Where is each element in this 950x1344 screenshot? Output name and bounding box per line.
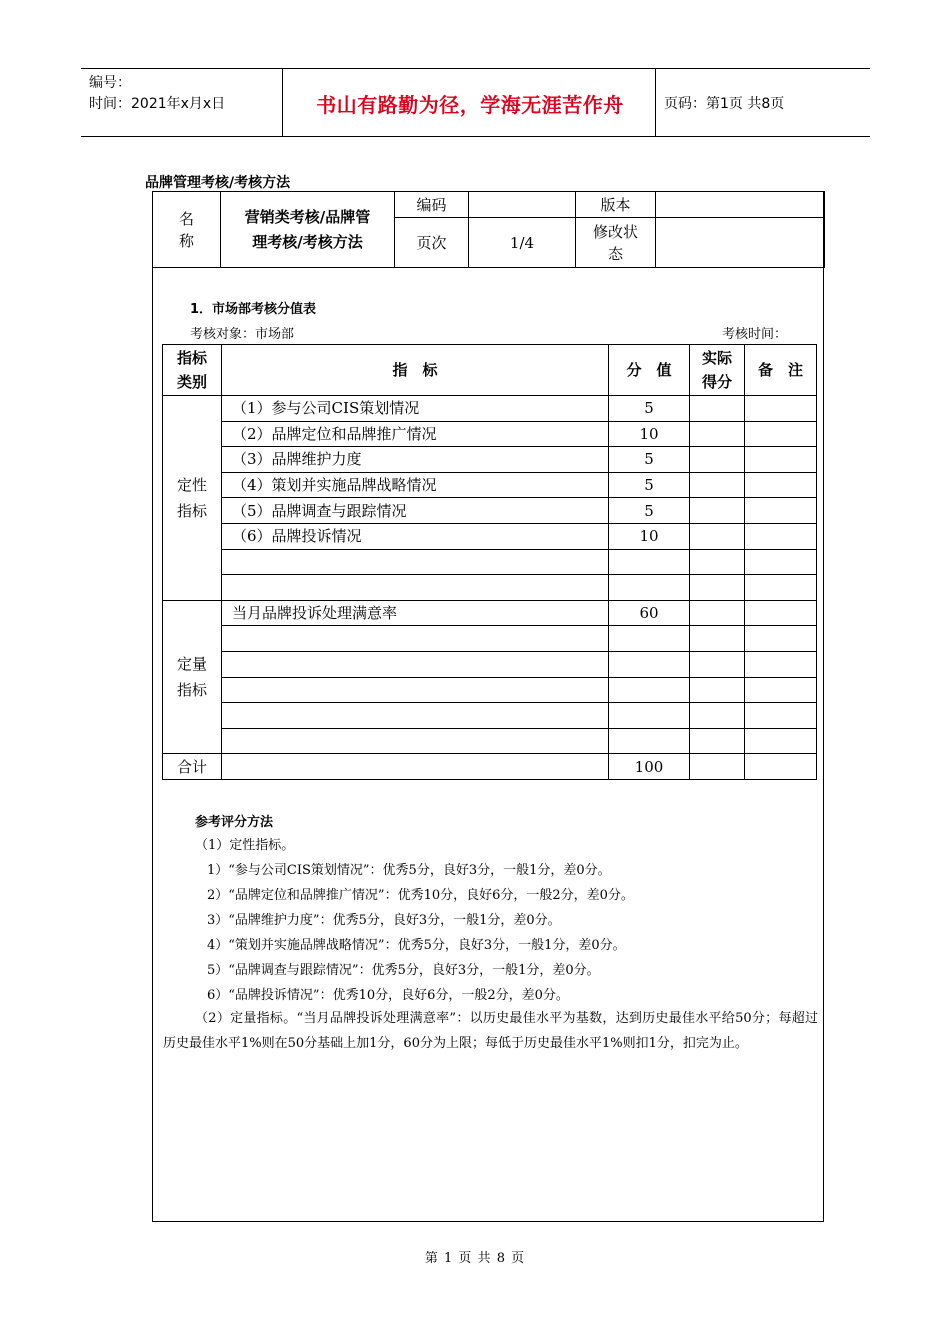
header-score: 分 值 — [609, 345, 690, 396]
name-value-line-2: 理考核/考核方法 — [252, 232, 363, 251]
indicator-cell: （5）品牌调查与跟踪情况 — [222, 498, 609, 524]
header-remark: 备 注 — [745, 345, 817, 396]
score-cell: 5 — [609, 447, 690, 473]
indicator-cell — [222, 549, 609, 575]
indicator-cell — [222, 626, 609, 652]
code-label: 编码 — [395, 192, 469, 218]
criteria-item: 4）“策划并实施品牌战略情况”：优秀5分，良好3分，一般1分，差0分。 — [207, 938, 626, 953]
quantitative-category — [163, 600, 222, 754]
actual-score-cell[interactable] — [690, 703, 745, 729]
info-table — [152, 191, 825, 268]
total-label: 合计 — [163, 754, 222, 780]
score-cell — [609, 651, 690, 677]
header-category-line-1: 指标 — [176, 349, 207, 367]
qualitative-heading: （1）定性指标。 — [195, 838, 295, 853]
table-row — [163, 523, 817, 549]
score-cell: 10 — [609, 421, 690, 447]
header-meta — [89, 73, 225, 115]
method-title: 参考评分方法 — [195, 815, 274, 830]
remark-cell[interactable] — [745, 421, 817, 447]
page-label: 页次 — [395, 218, 469, 268]
version-value — [656, 192, 825, 218]
score-cell: 5 — [609, 472, 690, 498]
quantitative-category-line-2: 指标 — [176, 681, 207, 700]
indicator-cell: （2）品牌定位和品牌推广情况 — [222, 421, 609, 447]
indicator-cell — [222, 575, 609, 601]
actual-score-cell[interactable] — [690, 728, 745, 754]
table-row — [163, 728, 817, 754]
quantitative-rows — [163, 600, 817, 754]
header-category-line-2: 类别 — [176, 373, 207, 391]
name-label — [153, 192, 221, 268]
score-cell — [609, 549, 690, 575]
page-footer: 第 1 页 共 8 页 — [424, 1251, 526, 1266]
table-row — [163, 575, 817, 601]
actual-score-cell[interactable] — [690, 600, 745, 626]
quantitative-category-line-1: 定量 — [176, 655, 207, 674]
indicator-cell — [222, 703, 609, 729]
criteria-item: 2）“品牌定位和品牌推广情况”：优秀10分，良好6分，一般2分，差0分。 — [207, 888, 634, 903]
table-row — [163, 421, 817, 447]
actual-score-cell[interactable] — [690, 575, 745, 601]
remark-cell[interactable] — [745, 600, 817, 626]
remark-cell[interactable] — [745, 523, 817, 549]
assessment-time: 考核时间： — [722, 327, 788, 342]
document-title: 品牌管理考核/考核方法 — [145, 175, 291, 191]
total-remark — [745, 754, 817, 780]
actual-score-cell[interactable] — [690, 396, 745, 422]
name-label-line-2: 称 — [178, 231, 194, 250]
indicator-cell — [222, 677, 609, 703]
score-cell — [609, 575, 690, 601]
remark-cell[interactable] — [745, 498, 817, 524]
header-actual — [690, 345, 745, 396]
score-cell — [609, 677, 690, 703]
remark-cell[interactable] — [745, 626, 817, 652]
actual-score-cell[interactable] — [690, 498, 745, 524]
table-row — [163, 447, 817, 473]
header-indicator: 指 标 — [222, 345, 609, 396]
indicator-cell: （6）品牌投诉情况 — [222, 523, 609, 549]
name-value — [221, 192, 395, 268]
remark-cell[interactable] — [745, 447, 817, 473]
criteria-item: 5）“品牌调查与跟踪情况”：优秀5分，良好3分，一般1分，差0分。 — [207, 963, 600, 978]
document-header — [81, 68, 870, 137]
header-divider-left — [282, 69, 283, 136]
total-row — [163, 754, 817, 780]
indicator-cell: 当月品牌投诉处理满意率 — [222, 600, 609, 626]
indicator-cell — [222, 651, 609, 677]
remark-cell[interactable] — [745, 677, 817, 703]
version-label: 版本 — [576, 192, 656, 218]
table-row — [163, 651, 817, 677]
indicator-cell: （3）品牌维护力度 — [222, 447, 609, 473]
header-motto: 书山有路勤为径，学海无涯苦作舟 — [316, 93, 624, 117]
table-row — [163, 626, 817, 652]
actual-score-cell[interactable] — [690, 523, 745, 549]
score-cell: 60 — [609, 600, 690, 626]
indicator-cell — [222, 728, 609, 754]
page-value: 1/4 — [469, 218, 576, 268]
score-cell: 5 — [609, 396, 690, 422]
table-row — [163, 498, 817, 524]
time-label: 时间：2021年x月x日 — [89, 96, 226, 112]
indicator-cell: （4）策划并实施品牌战略情况 — [222, 472, 609, 498]
quantitative-paragraph: （2）定量指标。“当月品牌投诉处理满意率”：以历史最佳水平为基数，达到历史最佳水平给50分；每超过历史最佳水平1%则在50分基础上加1分，60分为上限；每低于历史最佳水平1%则扣1分，扣完为止。 — [163, 1011, 818, 1051]
number-label: 编号： — [89, 75, 131, 91]
criteria-item: 6）“品牌投诉情况”：优秀10分，良好6分，一般2分，差0分。 — [207, 988, 569, 1003]
code-value — [469, 192, 576, 218]
criteria-item: 3）“品牌维护力度”：优秀5分，良好3分，一般1分，差0分。 — [207, 913, 561, 928]
indicator-cell: （1）参与公司CIS策划情况 — [222, 396, 609, 422]
table-row — [163, 549, 817, 575]
table-row — [163, 472, 817, 498]
qualitative-category-line-2: 指标 — [176, 501, 207, 520]
table-row — [163, 600, 817, 626]
score-cell: 5 — [609, 498, 690, 524]
section-title: 1．市场部考核分值表 — [190, 302, 317, 317]
header-divider-right — [655, 69, 656, 136]
remark-cell[interactable] — [745, 396, 817, 422]
score-cell — [609, 703, 690, 729]
remark-cell[interactable] — [745, 651, 817, 677]
actual-score-cell[interactable] — [690, 677, 745, 703]
score-table — [162, 344, 817, 780]
revision-label-line-1: 修改状 — [592, 222, 638, 241]
actual-score-cell[interactable] — [690, 472, 745, 498]
assessment-target: 考核对象：市场部 — [190, 327, 295, 342]
header-actual-line-2: 得分 — [701, 373, 732, 391]
header-actual-line-1: 实际 — [701, 349, 732, 367]
qualitative-category — [163, 396, 222, 601]
header-page-label: 页码：第1页 共8页 — [664, 96, 785, 112]
qualitative-rows — [163, 396, 817, 601]
actual-score-cell[interactable] — [690, 626, 745, 652]
remark-cell[interactable] — [745, 703, 817, 729]
actual-score-cell[interactable] — [690, 651, 745, 677]
total-item — [222, 754, 609, 780]
remark-cell[interactable] — [745, 575, 817, 601]
total-score: 100 — [609, 754, 690, 780]
score-cell: 10 — [609, 523, 690, 549]
table-row — [163, 677, 817, 703]
criteria-item: 1）“参与公司CIS策划情况”：优秀5分，良好3分，一般1分，差0分。 — [207, 863, 611, 878]
actual-score-cell[interactable] — [690, 421, 745, 447]
qualitative-category-line-1: 定性 — [176, 475, 207, 494]
name-label-line-1: 名 — [178, 209, 194, 228]
table-row — [163, 703, 817, 729]
revision-value — [656, 218, 825, 268]
name-value-line-1: 营销类考核/品牌管 — [244, 207, 371, 226]
remark-cell[interactable] — [745, 728, 817, 754]
revision-label-line-2: 态 — [607, 244, 623, 263]
revision-label — [576, 218, 656, 268]
score-cell — [609, 728, 690, 754]
header-category — [163, 345, 222, 396]
remark-cell[interactable] — [745, 549, 817, 575]
total-actual — [690, 754, 745, 780]
score-cell — [609, 626, 690, 652]
table-row — [163, 396, 817, 422]
actual-score-cell[interactable] — [690, 447, 745, 473]
remark-cell[interactable] — [745, 472, 817, 498]
actual-score-cell[interactable] — [690, 549, 745, 575]
